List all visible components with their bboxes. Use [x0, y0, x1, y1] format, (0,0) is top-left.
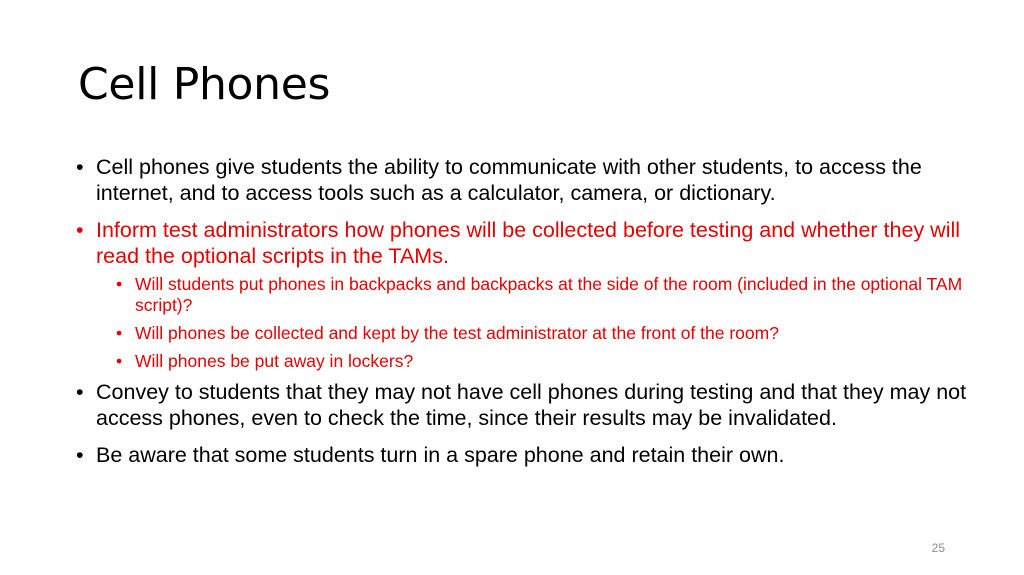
bullet-icon: • — [76, 218, 84, 242]
bullet-icon: • — [76, 443, 84, 467]
page-number: 25 — [931, 541, 945, 555]
slide-title: Cell Phones — [78, 59, 331, 110]
sub-bullet-icon: • — [116, 274, 123, 294]
sub-bullet-item — [116, 351, 976, 372]
bullet-list — [76, 154, 976, 479]
bullet-item — [76, 379, 976, 431]
sub-bullet-list — [96, 274, 976, 372]
bullet-item — [76, 154, 976, 206]
bullet-icon: • — [76, 380, 84, 404]
sub-bullet-item — [116, 274, 976, 316]
bullet-item — [76, 442, 976, 468]
bullet-icon: • — [76, 155, 84, 179]
bullet-text: Convey to students that they may not have cell phones during testing and that they may not access phones, even to check the time, since their results may be invalidated. — [96, 380, 967, 430]
bullet-item-highlighted — [76, 217, 976, 372]
sub-bullet-text: Will students put phones in backpacks and backpacks at the side of the room (included in the optional TAM script)? — [135, 274, 963, 315]
sub-bullet-text: Will phones be put away in lockers? — [135, 351, 414, 371]
sub-bullet-item — [116, 323, 976, 344]
bullet-text: Inform test administrators how phones will be collected before testing and whether they will read the optional scripts in the TAMs. — [96, 218, 961, 268]
sub-bullet-text: Will phones be collected and kept by the test administrator at the front of the room? — [135, 323, 779, 343]
bullet-text: Be aware that some students turn in a spare phone and retain their own. — [96, 443, 785, 467]
bullet-text: Cell phones give students the ability to communicate with other students, to access the internet, and to access tools such as a calculator, camera, or dictionary. — [96, 155, 922, 205]
sub-bullet-icon: • — [116, 351, 123, 371]
sub-bullet-icon: • — [116, 323, 123, 343]
